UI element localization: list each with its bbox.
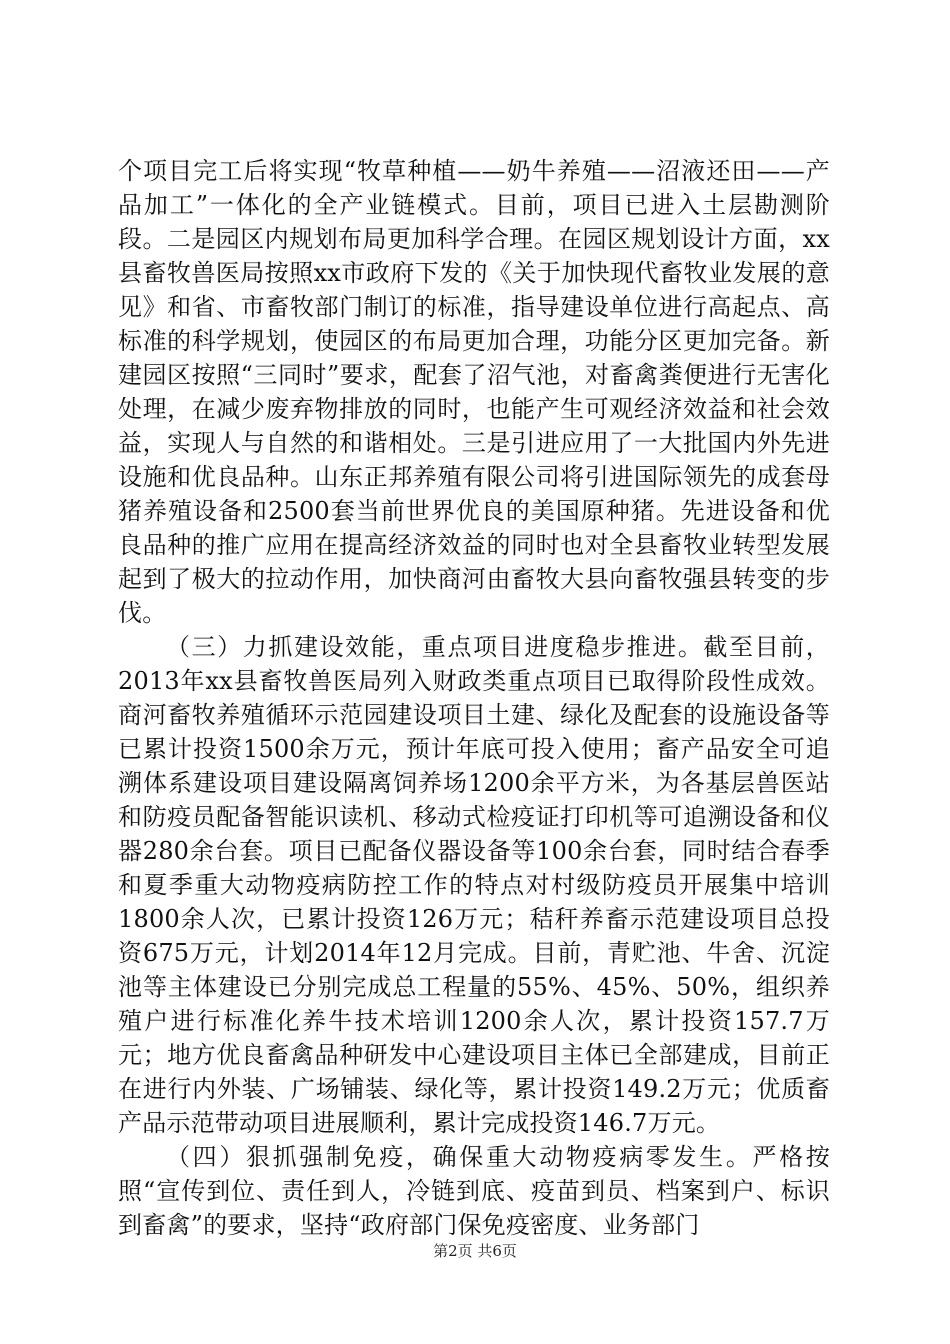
page-number-label: 第2页 共6页 bbox=[433, 1242, 517, 1260]
page-footer bbox=[0, 1241, 950, 1261]
document-body bbox=[118, 154, 830, 1242]
paragraph-compulsory-immunization: （四）狠抓强制免疫，确保重大动物疫病零发生。严格按照“宣传到位、责任到人，冷链到底、疫苗到员、档案到户、标识到畜禽”的要求，坚持“政府部门保免疫密度、业务部门 bbox=[118, 1143, 830, 1239]
paragraph-construction-efficiency: （三）力抓建设效能，重点项目进度稳步推进。截至目前，2013年xx县畜牧兽医局列入财政类重点项目已取得阶段性成效。商河畜牧养殖循环示范园建设项目土建、绿化及配套的设施设备等已累计投资1500余万元，预计年底可投入使用；畜产品安全可追溯体系建设项目建设隔离饲养场1200余平方米，为各基层兽医站和防疫员配备智能识读机、移动式检疫证打印机等可追溯设备和仪器280余台套。项目已配备仪器设备等100余台套，同时结合春季和夏季重大动物疫病防控工作的特点对村级防疫员开展集中培训1800余人次，已累计投资126万元；秸秆养畜示范建设项目总投资675万元，计划2014年12月完成。目前，青贮池、牛舍、沉淀池等主体建设已分别完成总工程量的55%、45%、50%，组织养殖户进行标准化养牛技术培训1200余人次，累计投资157.7万元；地方优良畜禽品种研发中心建设项目主体已全部建成，目前正在进行内外装、广场铺装、绿化等，累计投资149.2万元；优质畜产品示范带动项目进展顺利，累计完成投资146.7万元。 bbox=[118, 633, 830, 1137]
paragraph-project-layout: 个项目完工后将实现“牧草种植——奶牛养殖——沼液还田——产品加工”一体化的全产业链模式。目前，项目已进入土层勘测阶段。二是园区内规划布局更加科学合理。在园区规划设计方面，xx县畜牧兽医局按照xx市政府下发的《关于加快现代畜牧业发展的意见》和省、市畜牧部门制订的标准，指导建设单位进行高起点、高标准的科学规划，使园区的布局更加合理，功能分区更加完备。新建园区按照“三同时”要求，配套了沼气池，对畜禽粪便进行无害化处理，在减少废弃物排放的同时，也能产生可观经济效益和社会效益，实现人与自然的和谐相处。三是引进应用了一大批国内外先进设施和优良品种。山东正邦养殖有限公司将引进国际领先的成套母猪养殖设备和2500套当前世界优良的美国原种猪。先进设备和优良品种的推广应用在提高经济效益的同时也对全县畜牧业转型发展起到了极大的拉动作用，加快商河由畜牧大县向畜牧强县转变的步伐。 bbox=[118, 157, 830, 627]
